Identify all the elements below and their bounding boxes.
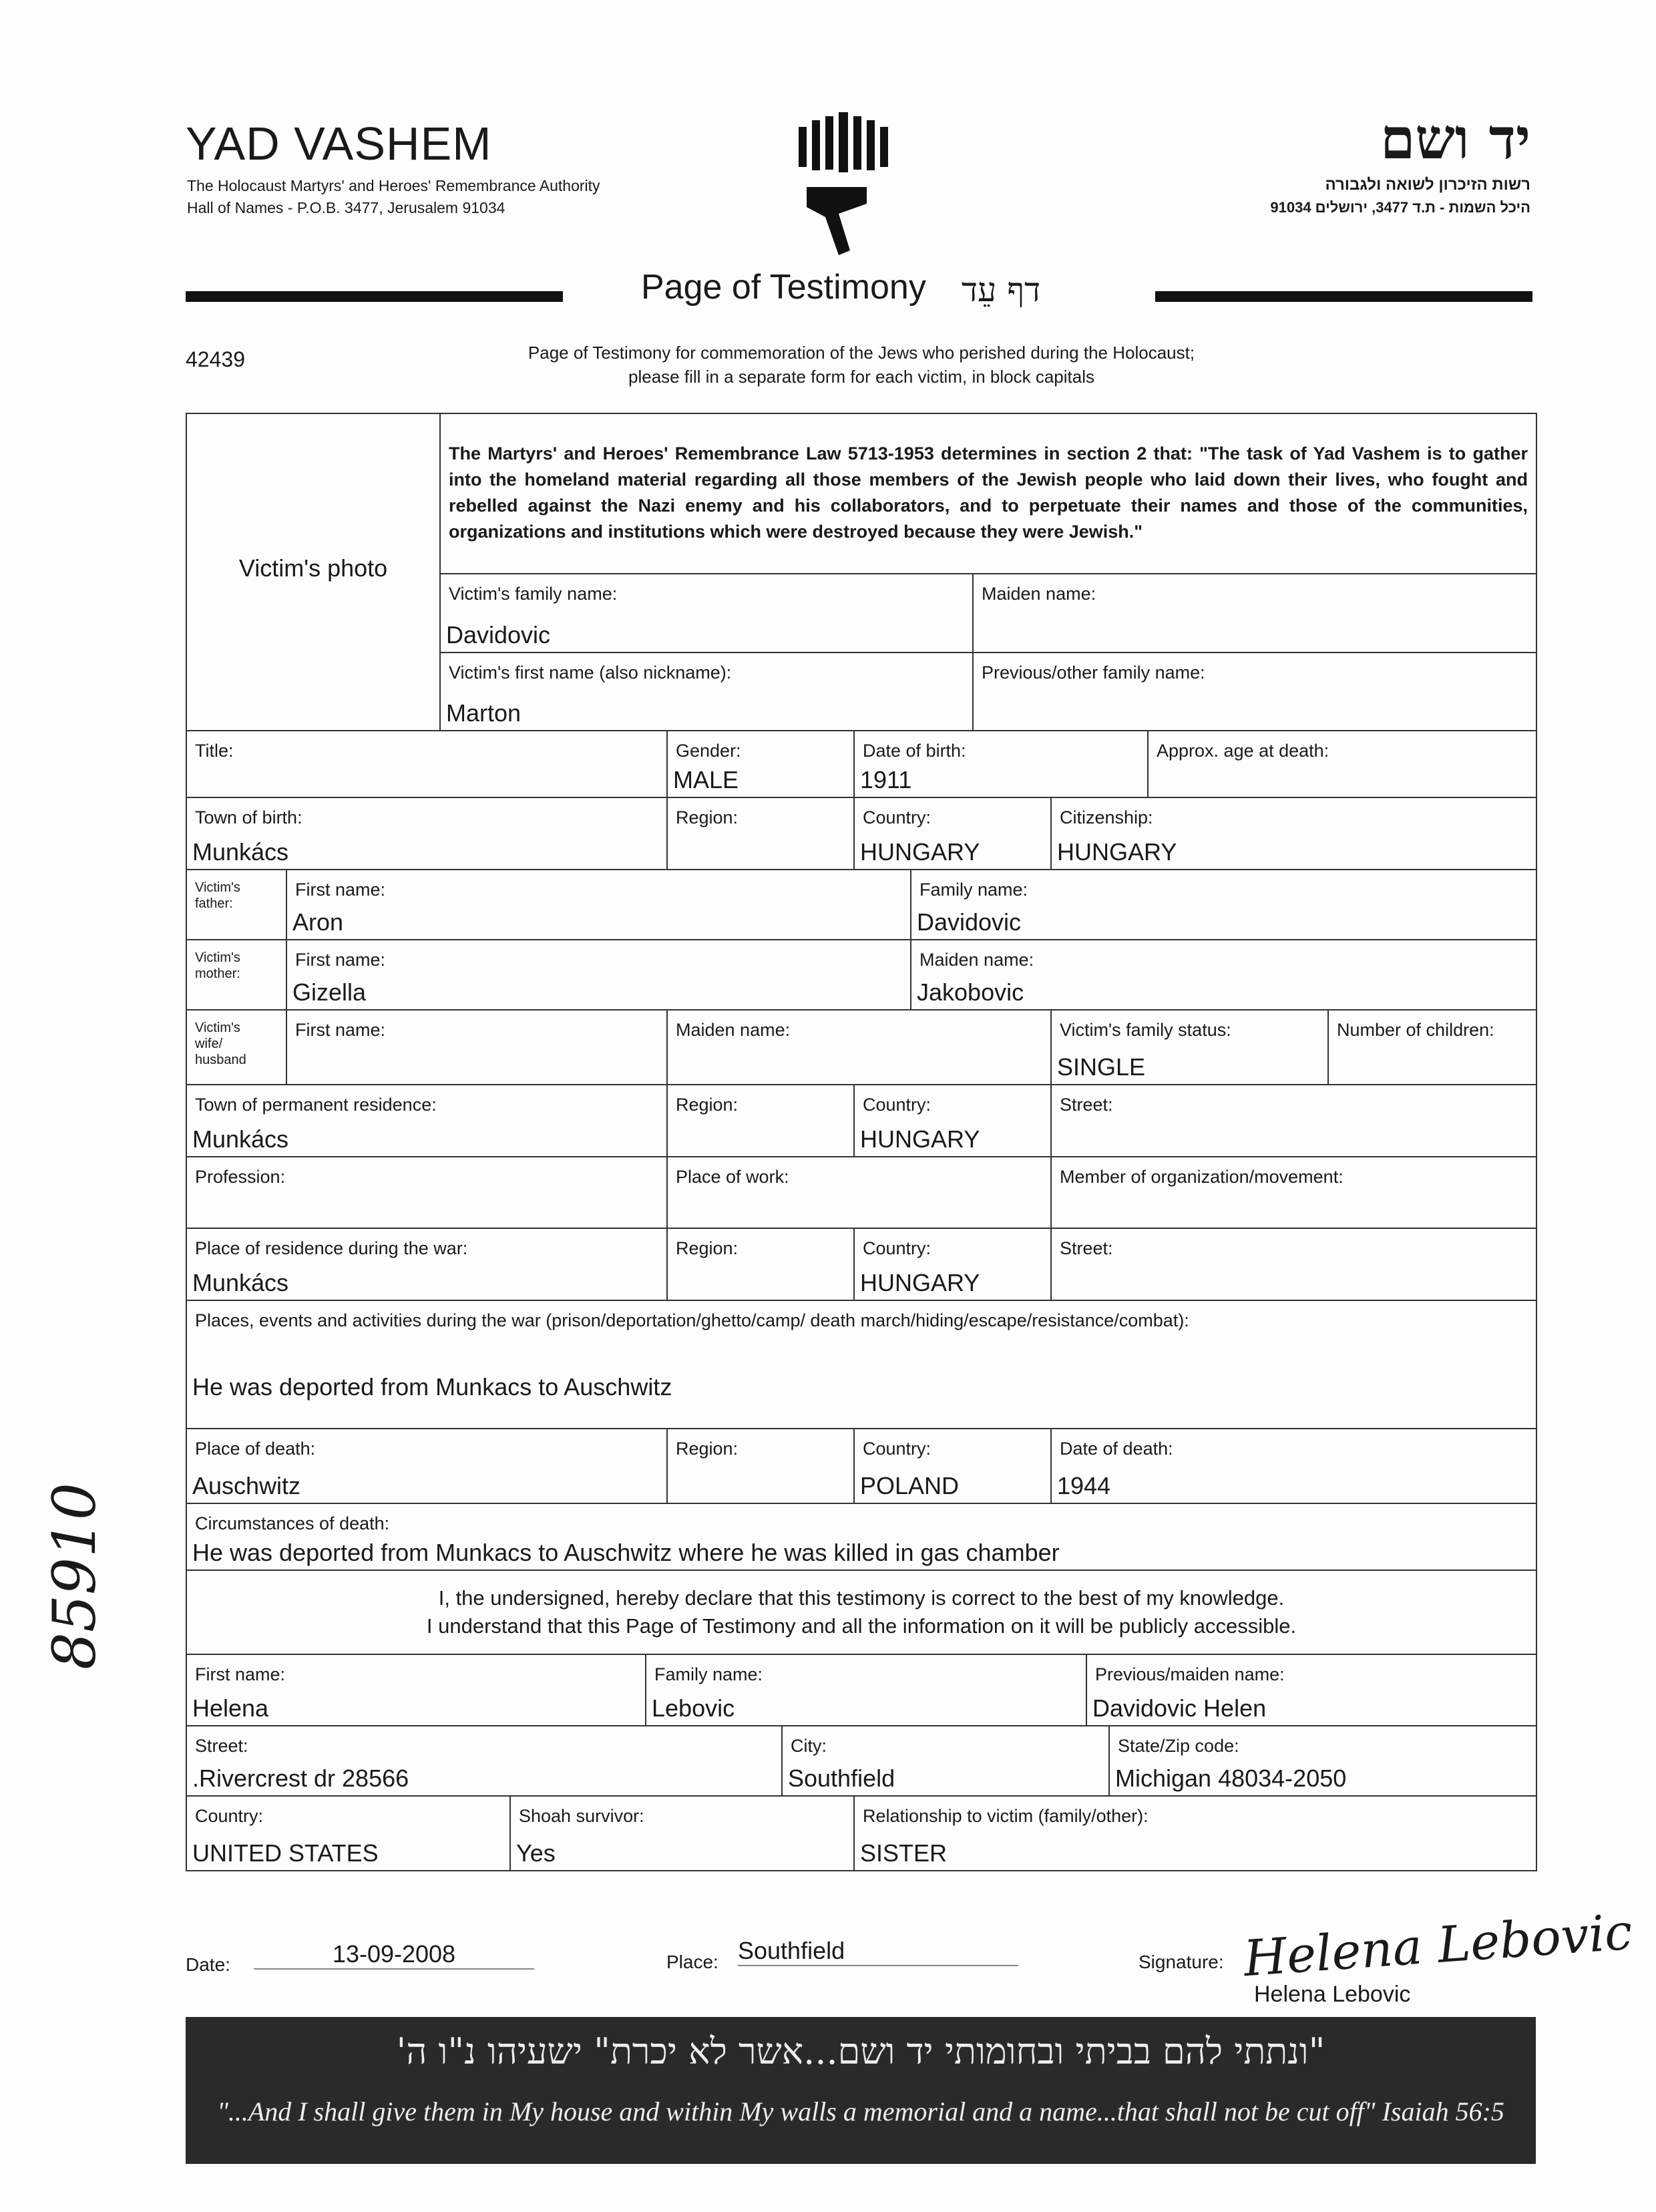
place-field[interactable]: Southfield xyxy=(738,1937,1018,1966)
value: Davidovic xyxy=(446,621,551,649)
header-rule-left xyxy=(186,291,563,302)
label: Title: xyxy=(195,741,234,761)
value: Jakobovic xyxy=(917,978,1024,1006)
spouse-row-label xyxy=(187,1010,287,1085)
father-family-name-field[interactable] xyxy=(911,870,1537,940)
label: Previous/other family name: xyxy=(982,663,1205,683)
value: Munkács xyxy=(192,1125,289,1153)
label: Victim's father: xyxy=(195,880,240,911)
age-at-death-field[interactable] xyxy=(1149,731,1537,798)
label: Family name: xyxy=(654,1664,763,1684)
value: Auschwitz xyxy=(192,1472,301,1499)
label: Victim's family status: xyxy=(1060,1020,1231,1040)
number-of-children-field[interactable] xyxy=(1329,1010,1537,1085)
label: Maiden name: xyxy=(919,950,1034,970)
law-text-box xyxy=(441,414,1537,574)
date-field[interactable]: 13-09-2008 xyxy=(254,1940,534,1970)
value: POLAND xyxy=(860,1472,960,1499)
value: He was deported from Munkacs to Auschwitz where he was killed in gas chamber xyxy=(192,1539,1060,1566)
value: Helena xyxy=(192,1694,269,1722)
value: .Rivercrest dr 28566 xyxy=(192,1765,409,1792)
label: Street: xyxy=(195,1736,248,1756)
submitter-street-field[interactable] xyxy=(187,1726,783,1797)
birth-region-field[interactable] xyxy=(668,798,855,870)
war-residence-field[interactable] xyxy=(187,1229,668,1301)
value: Davidovic Helen xyxy=(1092,1694,1267,1722)
organization-membership-field[interactable] xyxy=(1052,1157,1537,1229)
label: Circumstances of death: xyxy=(195,1513,390,1533)
value: Davidovic xyxy=(917,908,1022,936)
org-name-hebrew: יד ושם xyxy=(1380,106,1530,172)
label: First name: xyxy=(295,950,386,970)
declaration-box xyxy=(187,1571,1537,1655)
org-name-english: YAD VASHEM xyxy=(186,118,492,170)
relationship-field[interactable] xyxy=(855,1797,1537,1871)
value: HUNGARY xyxy=(860,838,980,866)
value: Lebovic xyxy=(652,1694,735,1722)
gender-field[interactable] xyxy=(668,731,855,798)
org-address-english: Hall of Names - P.O.B. 3477, Jerusalem 91034 xyxy=(187,199,505,216)
label: Citizenship: xyxy=(1060,807,1153,827)
label: Date of birth: xyxy=(863,741,966,761)
victim-maiden-name-field[interactable] xyxy=(974,574,1537,653)
label: Country: xyxy=(863,1095,932,1115)
war-country-field[interactable] xyxy=(855,1229,1052,1301)
label: Street: xyxy=(1060,1238,1113,1258)
value: SISTER xyxy=(860,1839,948,1867)
org-subtitle-hebrew: רשות הזיכרון לשואה ולגבורה xyxy=(1325,176,1530,194)
family-status-field[interactable] xyxy=(1052,1010,1329,1085)
label: Previous/maiden name: xyxy=(1095,1664,1285,1684)
place-of-death-field[interactable] xyxy=(187,1429,668,1504)
submitter-family-name-field[interactable] xyxy=(646,1655,1087,1726)
label: Region: xyxy=(676,1095,739,1115)
war-street-field[interactable] xyxy=(1052,1229,1537,1301)
handwritten-side-number: 85910 xyxy=(40,1483,109,1670)
residence-street-field[interactable] xyxy=(1052,1085,1537,1157)
value: Yes xyxy=(516,1839,556,1867)
org-address-hebrew: היכל השמות - ת.ד 3477, ירושלים 91034 xyxy=(1270,199,1530,216)
value: 1944 xyxy=(1057,1472,1111,1499)
law-text: The Martyrs' and Heroes' Remembrance Law 5713-1953 determines in section 2 that: "The task of Yad Vashem is to gather into the homeland material regarding all those members of the Jewish people who laid down their lives, who fought and rebelled against the Nazi enemy and his collaborators, and to perpetuate their names and those of the communities, organizations and institutions which were destroyed because they were Jewish." xyxy=(449,443,1528,542)
residence-region-field[interactable] xyxy=(668,1085,855,1157)
label: Number of children: xyxy=(1337,1020,1494,1040)
label: Street: xyxy=(1060,1095,1113,1115)
value: Southfield xyxy=(788,1765,895,1792)
label: Region: xyxy=(676,1439,739,1459)
circumstances-of-death-field[interactable] xyxy=(187,1504,1537,1571)
town-of-birth-field[interactable] xyxy=(187,798,668,870)
value: He was deported from Munkacs to Auschwitz xyxy=(192,1373,672,1401)
banner-hebrew-quote: "ונתתי להם בביתי ובחומותי יד ושם...אשר לא יכרת" ישעיהו נ"ו ה' xyxy=(396,2030,1325,2072)
spouse-maiden-name-field[interactable] xyxy=(668,1010,1052,1085)
victim-family-name-field[interactable] xyxy=(441,574,974,653)
submitter-city-field[interactable] xyxy=(783,1726,1110,1797)
label: City: xyxy=(791,1736,827,1756)
victim-previous-name-field[interactable] xyxy=(974,653,1537,731)
label: Country: xyxy=(863,1238,932,1258)
value: Michigan 48034-2050 xyxy=(1115,1765,1347,1792)
value: 1911 xyxy=(860,766,912,793)
label: Maiden name: xyxy=(676,1020,791,1040)
residence-country-field[interactable] xyxy=(855,1085,1052,1157)
signature-label: Signature: xyxy=(1138,1952,1224,1972)
date-of-birth-field[interactable] xyxy=(855,731,1149,798)
label: Victim's wife/ husband xyxy=(195,1021,246,1067)
instructions-line-1: Page of Testimony for commemoration of the Jews who perished during the Holocaust; xyxy=(528,343,1195,363)
label: Region: xyxy=(676,1238,739,1258)
mother-maiden-name-field[interactable] xyxy=(911,940,1537,1010)
instructions-line-2: please fill in a separate form for each victim, in block capitals xyxy=(628,367,1094,387)
signature-printed-name: Helena Lebovic xyxy=(1254,1982,1411,2007)
value: MALE xyxy=(673,766,739,793)
value: SINGLE xyxy=(1057,1053,1146,1081)
victim-first-name-field[interactable] xyxy=(441,653,974,731)
shoah-survivor-field[interactable] xyxy=(511,1797,855,1871)
label: Shoah survivor: xyxy=(519,1806,644,1826)
label: Victim's family name: xyxy=(449,584,618,604)
photo-label: Victim's photo xyxy=(238,554,388,582)
death-region-field[interactable] xyxy=(668,1429,855,1504)
value: Gizella xyxy=(292,978,367,1006)
page-title: Page of Testimony xyxy=(641,268,926,307)
profession-field[interactable] xyxy=(187,1157,668,1229)
submitter-previous-name-field[interactable] xyxy=(1087,1655,1537,1726)
father-first-name-field[interactable] xyxy=(287,870,911,940)
title-field[interactable] xyxy=(187,731,668,798)
value: HUNGARY xyxy=(860,1125,980,1153)
label: First name: xyxy=(295,1020,386,1040)
label: Profession: xyxy=(195,1167,286,1187)
war-events-field[interactable] xyxy=(187,1301,1537,1429)
place-label: Place: xyxy=(666,1952,718,1972)
submitter-state-zip-field[interactable] xyxy=(1110,1726,1537,1797)
war-region-field[interactable] xyxy=(668,1229,855,1301)
submitter-country-field[interactable] xyxy=(187,1797,511,1871)
label: Country: xyxy=(863,807,932,827)
quote-banner xyxy=(186,2017,1536,2164)
label: Victim's first name (also nickname): xyxy=(449,663,732,683)
banner-english-quote: "...And I shall give them in My house and within My walls a memorial and a name...that shall not be cut off" Isaiah 56:5 xyxy=(217,2096,1504,2127)
label: Places, events and activities during the war (prison/deportation/ghetto/camp/ death march/hiding/escape/resistance/combat): xyxy=(195,1310,1189,1330)
value: Marton xyxy=(446,699,522,727)
org-subtitle-english: The Holocaust Martyrs' and Heroes' Remembrance Authority xyxy=(187,177,600,194)
value: Munkács xyxy=(192,1269,289,1296)
label: Place of residence during the war: xyxy=(195,1238,468,1258)
label: State/Zip code: xyxy=(1118,1736,1239,1756)
label: First name: xyxy=(295,880,386,900)
declaration-line-1: I, the undersigned, hereby declare that this testimony is correct to the best of my knowledge. xyxy=(438,1586,1285,1610)
label: Relationship to victim (family/other): xyxy=(863,1806,1149,1826)
value: Munkács xyxy=(192,838,289,866)
declaration-line-2: I understand that this Page of Testimony and all the information on it will be publicly accessible. xyxy=(426,1614,1297,1638)
town-of-residence-field[interactable] xyxy=(187,1085,668,1157)
label: Gender: xyxy=(676,741,741,761)
mother-row-label xyxy=(187,940,287,1010)
label: Victim's mother: xyxy=(195,950,240,981)
label: Region: xyxy=(676,807,739,827)
label: Place of work: xyxy=(676,1167,789,1187)
value: HUNGARY xyxy=(860,1269,980,1296)
death-country-field[interactable] xyxy=(855,1429,1052,1504)
label: Maiden name: xyxy=(982,584,1096,604)
menorah-logo-icon xyxy=(787,107,893,260)
date-label: Date: xyxy=(186,1954,230,1975)
label: Country: xyxy=(195,1806,264,1826)
signature: Helena Lebovic xyxy=(1241,1903,1635,1988)
submitter-first-name-field[interactable] xyxy=(187,1655,646,1726)
spouse-first-name-field[interactable] xyxy=(287,1010,668,1085)
header-rule-right xyxy=(1155,291,1532,302)
place-of-work-field[interactable] xyxy=(668,1157,1052,1229)
label: Approx. age at death: xyxy=(1157,741,1329,761)
label: Family name: xyxy=(919,880,1028,900)
label: Town of birth: xyxy=(195,807,302,827)
value: UNITED STATES xyxy=(192,1839,379,1867)
form-instructions xyxy=(401,341,1322,389)
birth-country-field[interactable] xyxy=(855,798,1052,870)
label: Member of organization/movement: xyxy=(1060,1167,1343,1187)
label: Date of death: xyxy=(1060,1439,1173,1459)
father-row-label xyxy=(187,870,287,940)
mother-first-name-field[interactable] xyxy=(287,940,911,1010)
citizenship-field[interactable] xyxy=(1052,798,1537,870)
label: Town of permanent residence: xyxy=(195,1095,437,1115)
victim-photo-box xyxy=(187,414,441,731)
label: Country: xyxy=(863,1439,932,1459)
page-title-hebrew: דף עֵד xyxy=(962,270,1041,309)
value: HUNGARY xyxy=(1057,838,1177,866)
declaration-text xyxy=(187,1584,1536,1640)
testimony-form-grid xyxy=(186,413,1537,1871)
date-of-death-field[interactable] xyxy=(1052,1429,1537,1504)
form-number: 42439 xyxy=(186,347,245,371)
label: Place of death: xyxy=(195,1439,316,1459)
value: Aron xyxy=(292,908,344,936)
label: First name: xyxy=(195,1664,286,1684)
